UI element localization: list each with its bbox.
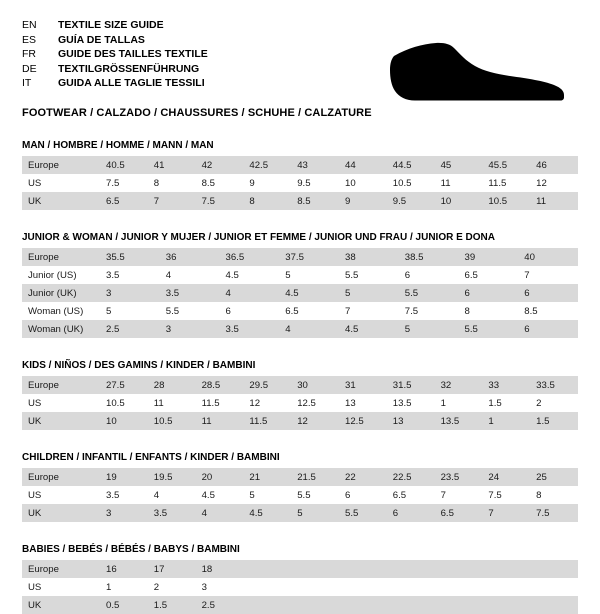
cell: 10 (435, 192, 483, 210)
cell: 25 (530, 468, 578, 486)
language-code: ES (22, 33, 37, 46)
language-title: GUIDE DES TAILLES TEXTILE (58, 48, 208, 60)
cell: 10.5 (482, 192, 530, 210)
table-row (22, 192, 578, 210)
cell: 8 (243, 192, 291, 210)
cell-empty (530, 596, 578, 614)
cell: 7.5 (196, 192, 244, 210)
cell: 24 (482, 468, 530, 486)
language-code: DE (22, 62, 37, 75)
cell-empty (339, 596, 387, 614)
row-label: UK (22, 412, 100, 430)
cell: 42 (196, 156, 244, 174)
cell: 6 (459, 284, 519, 302)
cell: 31 (339, 376, 387, 394)
cell: 8 (536, 489, 542, 501)
cell: 12.5 (339, 412, 387, 430)
row-label: Europe (22, 156, 100, 174)
cell: 1 (482, 412, 530, 430)
language-row (22, 76, 208, 91)
cell: 45.5 (482, 156, 530, 174)
table-row (22, 174, 578, 192)
cell: 8 (153, 177, 160, 189)
language-title: GUIDA ALLE TAGLIE TESSILI (58, 77, 205, 89)
language-row (22, 62, 208, 77)
cell: 8.5 (291, 192, 339, 210)
row-label: Woman (US) (28, 305, 84, 317)
cell: 33.5 (530, 376, 578, 394)
cell: 38 (339, 248, 399, 266)
table-row (22, 302, 578, 320)
cell: 22 (339, 468, 387, 486)
cell: 6.5 (435, 504, 483, 522)
row-label: UK (22, 596, 100, 614)
cell: 3 (100, 284, 160, 302)
cell-empty (435, 560, 483, 578)
cell: 22.5 (387, 468, 435, 486)
table-row (22, 578, 578, 596)
table-row (22, 468, 578, 486)
cell: 43 (291, 156, 339, 174)
size-group-man (22, 140, 578, 210)
cell: 12.5 (297, 397, 316, 409)
cell: 7.5 (106, 177, 120, 189)
cell: 19.5 (148, 468, 196, 486)
cell-empty (435, 596, 483, 614)
language-code: EN (22, 19, 37, 31)
cell: 5 (291, 504, 339, 522)
cell: 11.5 (488, 177, 507, 189)
cell: 29.5 (243, 376, 291, 394)
cell: 33 (482, 376, 530, 394)
size-table-man (22, 156, 578, 210)
cell: 39 (459, 248, 519, 266)
cell: 5.5 (339, 504, 387, 522)
cell: 5.5 (399, 284, 459, 302)
cell: 4 (165, 269, 172, 281)
cell: 7.5 (530, 504, 578, 522)
cell-empty (435, 578, 483, 596)
cell: 28.5 (196, 376, 244, 394)
cell-empty (243, 560, 291, 578)
cell: 4.5 (243, 504, 291, 522)
cell-empty (291, 560, 339, 578)
cell: 6 (518, 284, 578, 302)
cell: 6.5 (285, 305, 299, 317)
cell: 10 (344, 177, 356, 189)
cell: 38.5 (399, 248, 459, 266)
cell: 3 (160, 320, 220, 338)
cell: 6 (344, 489, 351, 501)
cell: 44 (339, 156, 387, 174)
cell: 9.5 (387, 192, 435, 210)
group-title: JUNIOR & WOMAN / JUNIOR Y MUJER / JUNIOR ET FEMME / JUNIOR UND FRAU / JUNIOR E DONA (22, 232, 496, 243)
cell: 7 (148, 192, 196, 210)
language-code: FR (22, 48, 36, 60)
cell: 6.5 (100, 192, 148, 210)
cell: 36 (160, 248, 220, 266)
table-row (22, 248, 578, 266)
cell: 4 (153, 489, 160, 501)
cell: 2.5 (100, 320, 160, 338)
cell: 6.5 (464, 269, 478, 281)
size-table-babies (22, 560, 578, 614)
cell: 16 (100, 560, 148, 578)
cell-empty (530, 560, 578, 578)
cell: 7 (345, 305, 351, 317)
cell: 21 (243, 468, 291, 486)
cell: 7 (440, 489, 446, 501)
table-row (22, 394, 578, 412)
cell: 0.5 (100, 596, 148, 614)
cell: 11 (153, 397, 164, 409)
cell: 11 (196, 412, 244, 430)
cell: 35.5 (100, 248, 160, 266)
cell: 20 (196, 468, 244, 486)
cell-empty (291, 578, 339, 596)
cell: 2 (536, 397, 542, 409)
cell: 18 (196, 560, 244, 578)
language-title: GUÍA DE TALLAS (58, 33, 145, 46)
cell: 36.5 (220, 248, 280, 266)
language-title: TEXTILE SIZE GUIDE (58, 19, 164, 31)
size-group-kids (22, 360, 578, 430)
row-label: US (28, 177, 42, 189)
cell: 3 (100, 504, 148, 522)
cell: 28 (148, 376, 196, 394)
cell: 6 (404, 269, 411, 281)
cell-empty (387, 578, 435, 596)
row-label: US (28, 397, 42, 409)
group-title: BABIES / BEBÉS / BÉBÉS / BABYS / BAMBINI (22, 544, 240, 555)
cell: 2.5 (196, 596, 244, 614)
table-row (22, 486, 578, 504)
cell: 1 (106, 581, 112, 593)
cell-empty (387, 560, 435, 578)
cell: 11.5 (243, 412, 291, 430)
cell: 5 (106, 305, 112, 317)
table-row (22, 284, 578, 302)
table-row (22, 266, 578, 284)
cell: 44.5 (387, 156, 435, 174)
cell: 11 (440, 177, 451, 189)
language-title: TEXTILGRÖSSENFÜHRUNG (58, 62, 200, 75)
row-label: US (28, 489, 42, 501)
table-row (22, 596, 578, 614)
cell: 7.5 (404, 305, 419, 317)
table-row (22, 504, 578, 522)
category-title: FOOTWEAR / CALZADO / CHAUSSURES / SCHUHE / CALZATURE (22, 106, 372, 119)
cell-empty (482, 560, 530, 578)
table-row (22, 560, 578, 578)
cell: 5 (285, 269, 291, 281)
language-row (22, 47, 208, 62)
cell: 3.5 (106, 489, 120, 501)
cell: 4 (196, 504, 244, 522)
row-label: Europe (22, 468, 100, 486)
cell: 1 (440, 397, 446, 409)
cell: 10.5 (392, 177, 412, 189)
group-title: MAN / HOMBRE / HOMME / MANN / MAN (22, 140, 214, 151)
cell: 40.5 (100, 156, 148, 174)
cell: 40 (518, 248, 578, 266)
cell: 3.5 (106, 269, 120, 281)
cell: 23.5 (435, 468, 483, 486)
cell: 41 (148, 156, 196, 174)
cell: 45 (435, 156, 483, 174)
cell: 6 (518, 320, 578, 338)
cell-empty (387, 596, 435, 614)
size-table-kids (22, 376, 578, 430)
cell: 4.5 (201, 489, 215, 501)
cell: 10 (100, 412, 148, 430)
cell: 32 (435, 376, 483, 394)
row-label: UK (22, 504, 100, 522)
cell-empty (530, 578, 578, 596)
cell: 8.5 (201, 177, 215, 189)
cell-empty (482, 596, 530, 614)
cell: 46 (530, 156, 578, 174)
cell: 5.5 (297, 489, 311, 501)
cell: 17 (148, 560, 196, 578)
size-group-children (22, 452, 578, 522)
cell: 27.5 (100, 376, 148, 394)
cell: 6.5 (392, 489, 407, 501)
cell: 1.5 (488, 397, 502, 409)
cell: 1.5 (530, 412, 578, 430)
row-label: Europe (22, 376, 100, 394)
row-label: Woman (UK) (22, 320, 100, 338)
cell: 13.5 (392, 397, 412, 409)
row-label: Europe (22, 248, 100, 266)
dress-shoe-icon (388, 34, 568, 106)
row-label: Junior (US) (28, 269, 77, 281)
language-code: IT (22, 77, 32, 89)
cell: 2 (153, 581, 160, 593)
cell-empty (243, 596, 291, 614)
cell: 8 (464, 305, 470, 317)
cell: 5 (399, 320, 459, 338)
cell: 4.5 (339, 320, 399, 338)
row-label: UK (22, 192, 100, 210)
cell: 9 (249, 177, 255, 189)
cell: 4 (220, 284, 280, 302)
row-label: Junior (UK) (22, 284, 100, 302)
row-label: US (28, 581, 42, 593)
cell: 4 (279, 320, 339, 338)
cell: 3.5 (220, 320, 280, 338)
cell: 13 (387, 412, 435, 430)
cell: 11 (530, 192, 578, 210)
language-title-list (22, 18, 208, 91)
size-table-children (22, 468, 578, 522)
cell: 19 (100, 468, 148, 486)
cell: 13 (344, 397, 356, 409)
cell: 11.5 (201, 397, 220, 409)
row-label: Europe (22, 560, 100, 578)
cell-empty (243, 578, 291, 596)
size-group-junior-woman (22, 232, 578, 338)
cell: 3.5 (148, 504, 196, 522)
language-title-list-body (22, 18, 208, 91)
cell: 1.5 (148, 596, 196, 614)
cell-empty (291, 596, 339, 614)
cell-empty (339, 578, 387, 596)
group-title: KIDS / NIÑOS / DES GAMINS / KINDER / BAMBINI (22, 360, 256, 371)
cell: 4.5 (225, 269, 239, 281)
cell: 5 (339, 284, 399, 302)
cell-empty (482, 578, 530, 596)
cell: 6 (387, 504, 435, 522)
cell: 7.5 (488, 489, 502, 501)
cell: 12 (249, 397, 261, 409)
cell: 3.5 (160, 284, 220, 302)
table-row (22, 412, 578, 430)
cell: 9.5 (297, 177, 311, 189)
cell: 10.5 (148, 412, 196, 430)
cell: 10.5 (106, 397, 125, 409)
document-header (22, 18, 578, 119)
cell: 42.5 (243, 156, 291, 174)
cell: 9 (339, 192, 387, 210)
cell: 7 (524, 269, 530, 281)
cell: 5.5 (345, 269, 359, 281)
cell-empty (339, 560, 387, 578)
table-row (22, 320, 578, 338)
cell: 37.5 (279, 248, 339, 266)
language-row (22, 18, 208, 33)
cell: 6 (225, 305, 231, 317)
cell: 4.5 (279, 284, 339, 302)
group-title: CHILDREN / INFANTIL / ENFANTS / KINDER / BAMBINI (22, 452, 280, 463)
cell: 5 (249, 489, 255, 501)
cell: 5.5 (459, 320, 519, 338)
table-row (22, 156, 578, 174)
size-group-babies (22, 544, 578, 614)
cell: 13.5 (435, 412, 483, 430)
table-row (22, 376, 578, 394)
cell: 12 (536, 177, 547, 189)
language-row (22, 33, 208, 48)
cell: 21.5 (291, 468, 339, 486)
cell: 31.5 (387, 376, 435, 394)
size-table-junior-woman (22, 248, 578, 338)
cell: 8.5 (524, 305, 538, 317)
cell: 5.5 (165, 305, 180, 317)
cell: 3 (201, 581, 207, 593)
cell: 30 (291, 376, 339, 394)
cell: 12 (291, 412, 339, 430)
cell: 7 (482, 504, 530, 522)
